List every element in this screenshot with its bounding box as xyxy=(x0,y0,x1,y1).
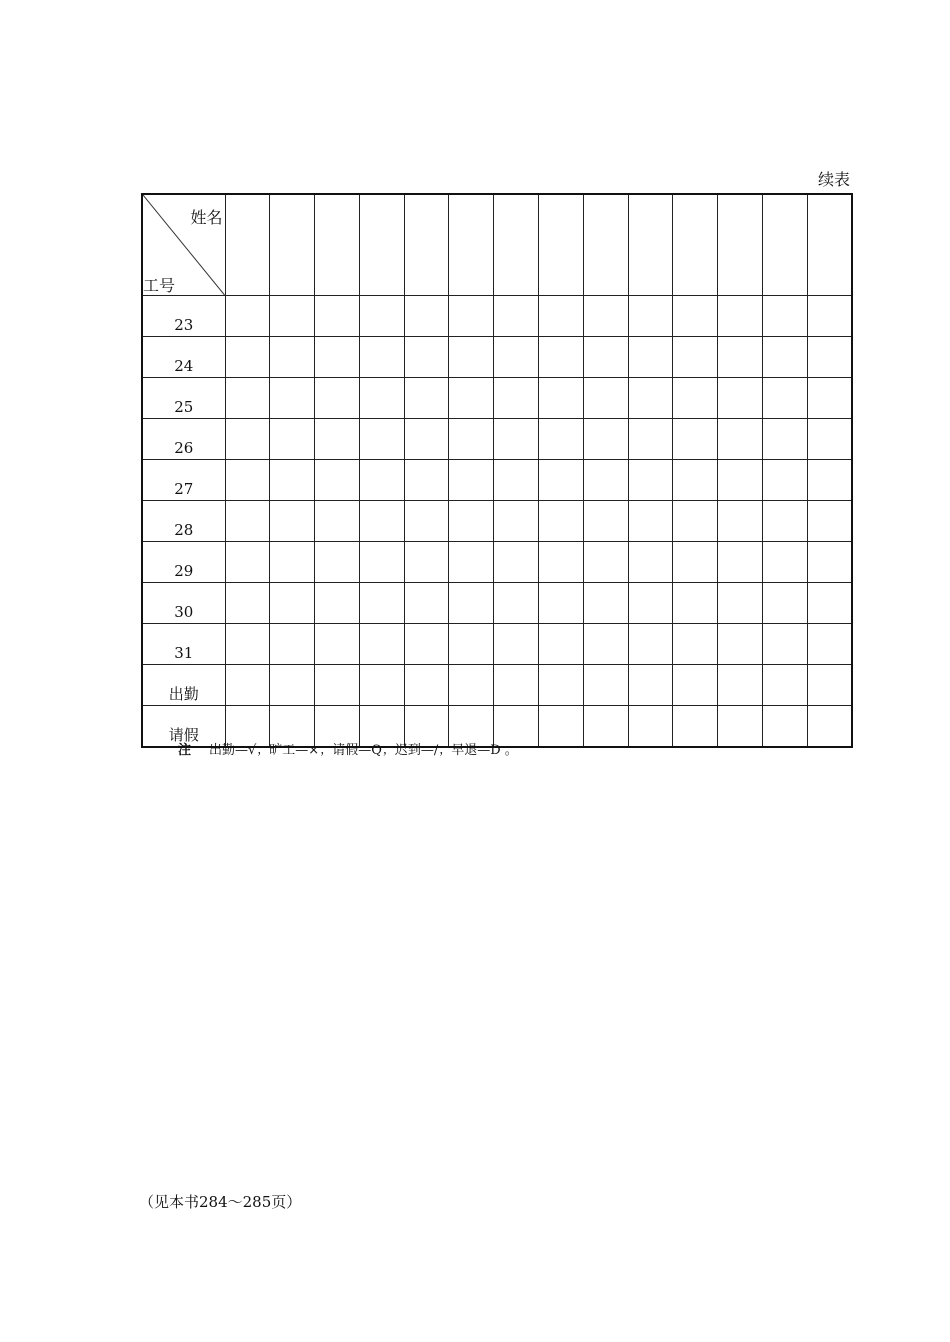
attendance-cell[interactable] xyxy=(494,665,539,706)
attendance-cell[interactable] xyxy=(583,460,628,501)
attendance-cell[interactable] xyxy=(628,337,673,378)
attendance-cell[interactable] xyxy=(315,501,360,542)
attendance-cell[interactable] xyxy=(449,665,494,706)
attendance-cell[interactable] xyxy=(359,378,404,419)
attendance-cell[interactable] xyxy=(270,419,315,460)
attendance-cell[interactable] xyxy=(673,665,718,706)
note-text: 出勤—√；旷工—×；请假—Q；迟到—/；早退—D 。 xyxy=(209,743,518,758)
attendance-cell[interactable] xyxy=(763,296,808,337)
attendance-cell[interactable] xyxy=(539,501,584,542)
attendance-cell[interactable] xyxy=(807,665,852,706)
attendance-cell[interactable] xyxy=(718,501,763,542)
attendance-cell[interactable] xyxy=(404,665,449,706)
id-header-label: 工号 xyxy=(143,276,176,295)
attendance-cell[interactable] xyxy=(583,296,628,337)
attendance-cell[interactable] xyxy=(763,665,808,706)
attendance-cell[interactable] xyxy=(315,296,360,337)
attendance-cell[interactable] xyxy=(359,583,404,624)
attendance-cell[interactable] xyxy=(359,501,404,542)
name-header-cell[interactable] xyxy=(270,194,315,296)
name-header-cell[interactable] xyxy=(583,194,628,296)
attendance-cell[interactable] xyxy=(270,624,315,665)
attendance-cell[interactable] xyxy=(539,296,584,337)
attendance-cell[interactable] xyxy=(718,583,763,624)
attendance-cell[interactable] xyxy=(225,296,270,337)
row-label: 26 xyxy=(142,419,225,460)
name-header-cell[interactable] xyxy=(539,194,584,296)
attendance-cell[interactable] xyxy=(494,337,539,378)
attendance-cell[interactable] xyxy=(763,624,808,665)
name-header-cell[interactable] xyxy=(494,194,539,296)
attendance-cell[interactable] xyxy=(628,378,673,419)
attendance-cell[interactable] xyxy=(225,419,270,460)
attendance-cell[interactable] xyxy=(449,378,494,419)
name-header-cell[interactable] xyxy=(449,194,494,296)
attendance-cell[interactable] xyxy=(673,378,718,419)
attendance-cell[interactable] xyxy=(583,419,628,460)
table-row xyxy=(142,419,852,460)
row-label: 24 xyxy=(142,337,225,378)
attendance-cell[interactable] xyxy=(718,296,763,337)
attendance-cell[interactable] xyxy=(225,460,270,501)
name-header-cell[interactable] xyxy=(404,194,449,296)
row-label: 31 xyxy=(142,624,225,665)
attendance-cell[interactable] xyxy=(539,624,584,665)
attendance-cell[interactable] xyxy=(807,583,852,624)
attendance-cell[interactable] xyxy=(718,706,763,748)
attendance-cell[interactable] xyxy=(673,296,718,337)
attendance-cell[interactable] xyxy=(718,337,763,378)
attendance-cell[interactable] xyxy=(315,419,360,460)
table-row xyxy=(142,337,852,378)
name-header-cell[interactable] xyxy=(673,194,718,296)
table-row xyxy=(142,460,852,501)
attendance-cell[interactable] xyxy=(494,624,539,665)
attendance-cell[interactable] xyxy=(628,419,673,460)
attendance-cell[interactable] xyxy=(673,624,718,665)
attendance-cell[interactable] xyxy=(539,460,584,501)
note-key: 注 xyxy=(178,743,192,758)
attendance-cell[interactable] xyxy=(359,296,404,337)
attendance-cell[interactable] xyxy=(404,378,449,419)
attendance-cell[interactable] xyxy=(583,337,628,378)
attendance-cell[interactable] xyxy=(539,378,584,419)
attendance-cell[interactable] xyxy=(628,665,673,706)
attendance-cell[interactable] xyxy=(583,501,628,542)
attendance-cell[interactable] xyxy=(539,665,584,706)
attendance-cell[interactable] xyxy=(404,542,449,583)
row-label: 23 xyxy=(142,296,225,337)
attendance-cell[interactable] xyxy=(449,337,494,378)
attendance-cell[interactable] xyxy=(494,460,539,501)
row-label: 30 xyxy=(142,583,225,624)
attendance-cell[interactable] xyxy=(583,706,628,748)
corner-header-cell xyxy=(142,194,225,296)
attendance-cell[interactable] xyxy=(539,542,584,583)
attendance-cell[interactable] xyxy=(315,665,360,706)
attendance-cell[interactable] xyxy=(673,542,718,583)
attendance-cell[interactable] xyxy=(763,583,808,624)
attendance-cell[interactable] xyxy=(449,296,494,337)
attendance-cell[interactable] xyxy=(807,460,852,501)
attendance-cell[interactable] xyxy=(763,419,808,460)
attendance-cell[interactable] xyxy=(494,501,539,542)
attendance-cell[interactable] xyxy=(494,542,539,583)
attendance-cell[interactable] xyxy=(315,583,360,624)
attendance-cell[interactable] xyxy=(225,542,270,583)
attendance-cell[interactable] xyxy=(225,378,270,419)
attendance-cell[interactable] xyxy=(807,296,852,337)
attendance-cell[interactable] xyxy=(404,337,449,378)
name-header-cell[interactable] xyxy=(807,194,852,296)
attendance-cell[interactable] xyxy=(807,501,852,542)
attendance-cell[interactable] xyxy=(628,583,673,624)
attendance-cell[interactable] xyxy=(583,665,628,706)
attendance-cell[interactable] xyxy=(763,706,808,748)
attendance-cell[interactable] xyxy=(315,378,360,419)
row-label: 请假 xyxy=(142,706,225,748)
name-header-label: 姓名 xyxy=(190,208,223,227)
attendance-cell[interactable] xyxy=(270,460,315,501)
table-header-row xyxy=(142,194,852,296)
name-header-cell[interactable] xyxy=(628,194,673,296)
attendance-cell[interactable] xyxy=(270,542,315,583)
attendance-cell[interactable] xyxy=(673,337,718,378)
attendance-cell[interactable] xyxy=(673,501,718,542)
attendance-cell[interactable] xyxy=(807,624,852,665)
attendance-cell[interactable] xyxy=(449,624,494,665)
attendance-cell[interactable] xyxy=(494,378,539,419)
name-header-cell[interactable] xyxy=(359,194,404,296)
attendance-cell[interactable] xyxy=(807,378,852,419)
attendance-cell[interactable] xyxy=(628,501,673,542)
attendance-cell[interactable] xyxy=(449,460,494,501)
attendance-cell[interactable] xyxy=(583,624,628,665)
attendance-cell[interactable] xyxy=(359,337,404,378)
row-label: 29 xyxy=(142,542,225,583)
attendance-cell[interactable] xyxy=(807,706,852,748)
row-label: 25 xyxy=(142,378,225,419)
attendance-cell[interactable] xyxy=(763,337,808,378)
attendance-cell[interactable] xyxy=(404,419,449,460)
attendance-cell[interactable] xyxy=(404,460,449,501)
row-label: 28 xyxy=(142,501,225,542)
attendance-cell[interactable] xyxy=(718,460,763,501)
attendance-cell[interactable] xyxy=(763,542,808,583)
attendance-cell[interactable] xyxy=(225,337,270,378)
attendance-cell[interactable] xyxy=(225,583,270,624)
table-row xyxy=(142,665,852,706)
attendance-cell[interactable] xyxy=(718,419,763,460)
attendance-cell[interactable] xyxy=(449,583,494,624)
attendance-cell[interactable] xyxy=(315,542,360,583)
attendance-cell[interactable] xyxy=(225,501,270,542)
attendance-cell[interactable] xyxy=(628,624,673,665)
attendance-cell[interactable] xyxy=(583,378,628,419)
attendance-table xyxy=(141,193,853,748)
attendance-cell[interactable] xyxy=(583,583,628,624)
attendance-cell[interactable] xyxy=(494,419,539,460)
attendance-cell[interactable] xyxy=(673,419,718,460)
attendance-cell[interactable] xyxy=(673,460,718,501)
name-header-cell[interactable] xyxy=(315,194,360,296)
table-row xyxy=(142,501,852,542)
attendance-cell[interactable] xyxy=(404,296,449,337)
attendance-cell[interactable] xyxy=(673,583,718,624)
name-header-cell[interactable] xyxy=(718,194,763,296)
attendance-cell[interactable] xyxy=(270,378,315,419)
table-row xyxy=(142,583,852,624)
attendance-cell[interactable] xyxy=(763,460,808,501)
attendance-cell[interactable] xyxy=(270,296,315,337)
attendance-cell[interactable] xyxy=(449,542,494,583)
attendance-cell[interactable] xyxy=(628,542,673,583)
attendance-cell[interactable] xyxy=(539,337,584,378)
attendance-cell[interactable] xyxy=(449,419,494,460)
attendance-cell[interactable] xyxy=(718,665,763,706)
attendance-cell[interactable] xyxy=(763,501,808,542)
attendance-cell[interactable] xyxy=(404,624,449,665)
attendance-cell[interactable] xyxy=(270,583,315,624)
attendance-cell[interactable] xyxy=(270,337,315,378)
attendance-cell[interactable] xyxy=(583,542,628,583)
attendance-cell[interactable] xyxy=(315,337,360,378)
attendance-cell[interactable] xyxy=(315,460,360,501)
continued-label: 续表 xyxy=(817,170,850,189)
name-header-cell[interactable] xyxy=(763,194,808,296)
attendance-cell[interactable] xyxy=(718,542,763,583)
attendance-cell[interactable] xyxy=(718,624,763,665)
attendance-cell[interactable] xyxy=(270,665,315,706)
attendance-cell[interactable] xyxy=(673,706,718,748)
attendance-cell[interactable] xyxy=(628,460,673,501)
table-row xyxy=(142,542,852,583)
table-row xyxy=(142,378,852,419)
table-row xyxy=(142,624,852,665)
table-row xyxy=(142,296,852,337)
attendance-cell[interactable] xyxy=(718,378,763,419)
attendance-cell[interactable] xyxy=(494,296,539,337)
legend-note xyxy=(178,741,518,761)
attendance-cell[interactable] xyxy=(359,419,404,460)
row-label: 出勤 xyxy=(142,665,225,706)
attendance-cell[interactable] xyxy=(225,624,270,665)
attendance-cell[interactable] xyxy=(315,624,360,665)
attendance-cell[interactable] xyxy=(539,706,584,748)
attendance-cell[interactable] xyxy=(494,583,539,624)
page-reference: （见本书284～285页） xyxy=(139,1193,302,1211)
attendance-cell[interactable] xyxy=(628,706,673,748)
attendance-cell[interactable] xyxy=(404,583,449,624)
attendance-cell[interactable] xyxy=(270,501,315,542)
attendance-cell[interactable] xyxy=(539,583,584,624)
attendance-cell[interactable] xyxy=(359,665,404,706)
attendance-cell[interactable] xyxy=(449,501,494,542)
attendance-cell[interactable] xyxy=(539,419,584,460)
attendance-cell[interactable] xyxy=(807,419,852,460)
attendance-cell[interactable] xyxy=(359,542,404,583)
name-header-cell[interactable] xyxy=(225,194,270,296)
attendance-cell[interactable] xyxy=(225,665,270,706)
attendance-cell[interactable] xyxy=(404,501,449,542)
row-label: 27 xyxy=(142,460,225,501)
attendance-cell[interactable] xyxy=(359,624,404,665)
attendance-cell[interactable] xyxy=(807,542,852,583)
attendance-cell[interactable] xyxy=(763,378,808,419)
attendance-cell[interactable] xyxy=(807,337,852,378)
attendance-cell[interactable] xyxy=(359,460,404,501)
attendance-cell[interactable] xyxy=(628,296,673,337)
